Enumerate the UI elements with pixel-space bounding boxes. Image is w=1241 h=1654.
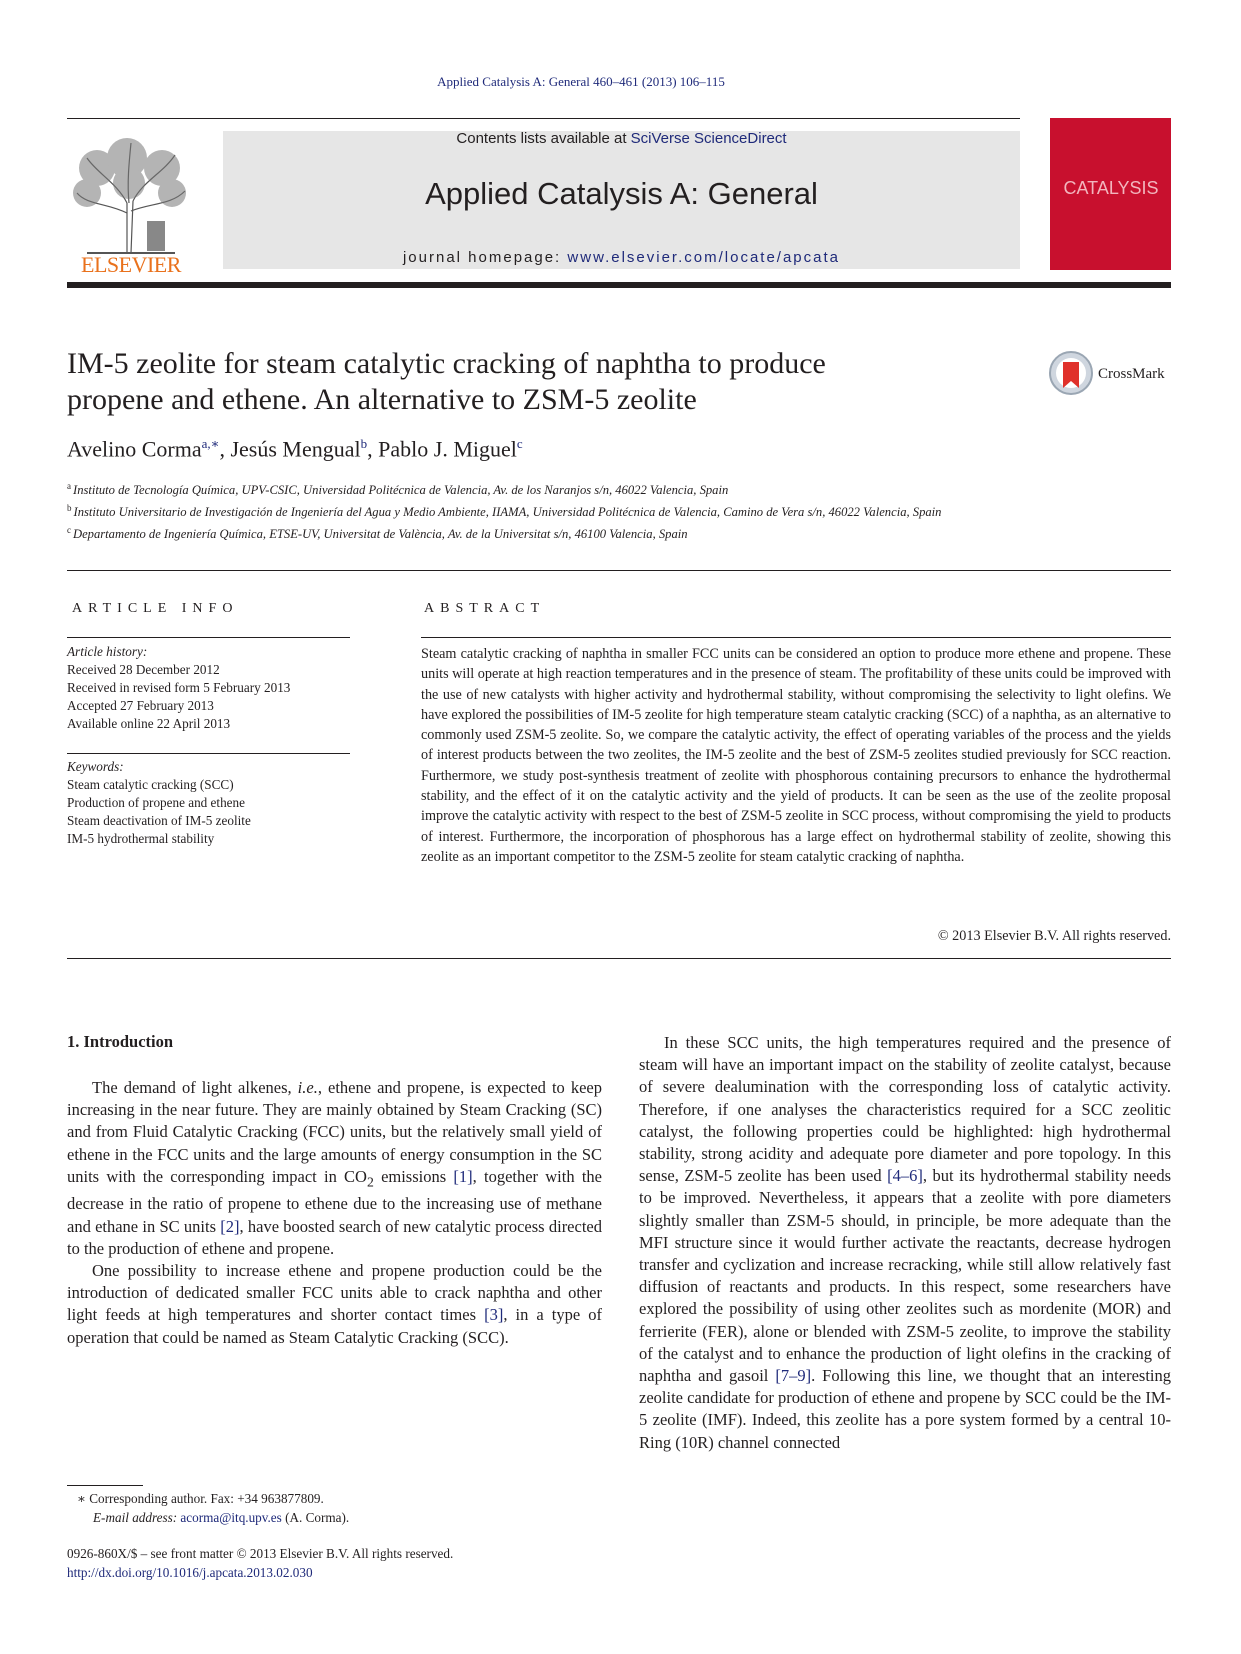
crossmark-label[interactable]: CrossMark — [1098, 366, 1165, 382]
keyword-item: Steam catalytic cracking (SCC) — [67, 777, 234, 792]
author-affiliation-mark[interactable]: c — [516, 436, 523, 451]
divider — [67, 958, 1171, 959]
sciencedirect-link[interactable]: SciVerse ScienceDirect — [630, 130, 787, 147]
body-column-right — [639, 1032, 1171, 1454]
copyright-line: © 2013 Elsevier B.V. All rights reserved. — [937, 928, 1171, 944]
history-item: Received in revised form 5 February 2013 — [67, 680, 291, 695]
reference-link[interactable]: [2] — [220, 1216, 240, 1236]
issn-line: 0926-860X/$ – see front matter © 2013 Elsevier B.V. All rights reserved. — [67, 1546, 454, 1561]
author-affiliation-mark[interactable]: a,∗ — [201, 436, 220, 451]
homepage-link[interactable]: www.elsevier.com/locate/apcata — [567, 249, 841, 266]
keywords: Keywords: Steam catalytic cracking (SCC) Production of propene and ethene Steam deactivation of IM-5 zeolite IM-5 hydrothermal stability — [67, 758, 350, 848]
abstract-heading: ABSTRACT — [424, 601, 546, 616]
keyword-item: Production of propene and ethene — [67, 795, 245, 810]
contents-line: Contents lists available at SciVerse ScienceDirect — [456, 130, 787, 147]
divider — [67, 753, 350, 754]
article-info-heading: ARTICLE INFO — [72, 601, 239, 616]
abstract-text: Steam catalytic cracking of naphtha in smaller FCC units can be considered an option to produce more ethene and propene. These units will operate at high reaction temperatures and in the presence of steam. The profitability of these units could be improved with the use of new catalysts with higher activity and hydrothermal stability, without compromising the selectivity to light olefins. We have explored the possibilities of IM-5 zeolite for high temperature steam catalytic cracking (SCC) of a naphtha, as an alternative to commonly used ZSM-5 zeolite. So, we compare the catalytic activity, the effect of operating variables of the process and the yields of interest products between the two zeolites, the IM-5 zeolite and the best of ZSM-5 zeolites studied previously for SCC reaction. Furthermore, we study post-synthesis treatment of zeolite with phosphorous containing precursors to enhance the hydrothermal stability, and the effect of it on the catalytic activity and the yield of products. It can be seen as the use of the zeolite proposal improve the catalytic activity with respect to the best of ZSM-5 zeolite in SCC process, without compromising the yield to products of interest. Furthermore, the incorporation of phosphorous has a large effect on hydrothermal stability of zeolite, showing this zeolite as an important competitor to the ZSM-5 zeolite for steam catalytic cracking of naphtha. — [421, 646, 1171, 865]
article-history: Article history: Received 28 December 2012 Received in revised form 5 February 2013 Accepted 27 February 2013 Available online 22 April 2013 — [67, 643, 350, 733]
paragraph: One possibility to increase ethene and propene production could be the introduction of dedicated smaller FCC units able to crack naphtha and other light feeds at high temperatures and shorter contact times [3], in a type of operation that could be named as Steam Catalytic Cracking (SCC). — [67, 1260, 602, 1347]
affiliations — [67, 477, 1067, 544]
crossmark-icon[interactable] — [1048, 350, 1094, 396]
author-name: Pablo J. Miguel — [378, 436, 517, 462]
reference-link[interactable]: [3] — [484, 1305, 504, 1325]
homepage-line: journal homepage: www.elsevier.com/locate/apcata — [402, 249, 841, 266]
affiliation: $^a$ Instituto de Tecnología Química, UPV-CSIC, Universidad Politécnica de Valencia, Av. de los Naranjos s/n, 46022 Valencia, Spain — [67, 481, 729, 498]
journal-citation[interactable]: Applied Catalysis A: General 460–461 (2013) 106–115 — [437, 74, 725, 89]
paragraph: The demand of light alkenes, i.e., ethene and propene, is expected to keep increasing in the near future. They are mainly obtained by Steam Cracking (SC) and from Fluid Catalytic Cracking (FCC) units, but the relatively small yield of ethene in the FCC units and the large amounts of energy consumption in the SC units with the corresponding impact in $CO_2$ emissions [1], together with the decrease in the ratio of propene to ethene due to the increasing use of methane and ethane in SC units [2], have boosted search of new catalytic process directed to the production of ethene and propene. — [67, 1078, 602, 1258]
elsevier-wordmark: ELSEVIER — [81, 252, 181, 277]
author-affiliation-mark[interactable]: b — [360, 436, 368, 451]
divider — [67, 570, 1171, 571]
article-title: IM-5 zeolite for steam catalytic cracking of naphtha to produce propene and ethene. An alternative to ZSM-5 zeolite — [67, 347, 826, 416]
affiliation: $^b$ Instituto Universitario de Investigación de Ingeniería del Agua y Medio Ambiente, IIAMA, Universidad Politécnica de Valencia, Camino de Vera s/n, 46022 Valencia, Spain — [67, 503, 942, 520]
divider — [67, 637, 350, 638]
doi-link[interactable]: http://dx.doi.org/10.1016/j.apcata.2013.02.030 — [67, 1565, 313, 1580]
top-rule — [67, 118, 1020, 119]
author-name: Avelino Corma — [67, 436, 202, 462]
history-item: Available online 22 April 2013 — [67, 716, 231, 731]
reference-link[interactable]: [4–6] — [887, 1166, 923, 1186]
author-list: Avelino Corma$^{a,∗}$, Jesús Mengual$^b$, Pablo J. Miguel$^c$ — [67, 436, 523, 462]
journal-cover-image — [1050, 118, 1171, 270]
keyword-item: Steam deactivation of IM-5 zeolite — [67, 813, 251, 828]
issn-block — [67, 1544, 667, 1582]
reference-link[interactable]: [7–9] — [775, 1366, 812, 1386]
history-item: Accepted 27 February 2013 — [67, 698, 214, 713]
keyword-item: IM-5 hydrothermal stability — [67, 831, 215, 846]
email-link[interactable]: acorma@itq.upv.es — [180, 1510, 282, 1525]
reference-link[interactable]: [1] — [453, 1166, 473, 1186]
cover-title: CATALYSIS — [1063, 178, 1159, 198]
corresponding-author-footnote: ∗ Corresponding author. Fax: +34 963877809. E-mail address: acorma@itq.upv.es (A. Corma). — [77, 1491, 350, 1525]
affiliation: $^c$ Departamento de Ingeniería Química, ETSE-UV, Universitat de València, Av. de la Universitat s/n, 46100 Valencia, Spain — [67, 525, 688, 542]
author-name: Jesús Mengual — [230, 436, 361, 462]
paragraph: In these SCC units, the high temperatures required and the presence of steam will have an important impact on the stability of zeolite catalyst, because of severe dealumination with the corresponding loss of catalytic activity. Therefore, if one analyses the characteristics required for a SCC zeolitic catalyst, the following properties could be highlighted: high hydrothermal stability, strong acidity and adequate pore diameter and pore topology. In this sense, ZSM-5 zeolite has been used [4–6], but its hydrothermal stability needs to be improved. Nevertheless, it appears that a zeolite with pore diameters slightly smaller than ZSM-5 should, in principle, be more adequate than the MFI structure since it would further activate the reactants, decrease hydrogen transfer and cyclization and increase recracking, while still allow relatively fast diffusion of reactants and products. In this respect, some researchers have explored the possibility of using other zeolites such as mordenite (MOR) and ferrierite (FER), alone or blended with ZSM-5 zeolite, to improve the stability of the catalyst and to enhance the production of light olefins in the cracking of naphtha and gasoil [7–9]. Following this line, we thought that an interesting zeolite candidate for production of ethene and propene by SCC could be the IM-5 zeolite (IMF). Indeed, this zeolite has a pore system formed by a central 10-Ring (10R) channel connected — [639, 1033, 1171, 1452]
footnote-rule — [67, 1485, 143, 1486]
history-item: Received 28 December 2012 — [67, 662, 220, 677]
divider — [421, 637, 1171, 638]
journal-title: Applied Catalysis A: General — [425, 176, 818, 211]
body-column-left — [67, 1077, 602, 1349]
section-heading: 1. Introduction — [67, 1032, 174, 1051]
header-thick-rule — [67, 282, 1171, 288]
